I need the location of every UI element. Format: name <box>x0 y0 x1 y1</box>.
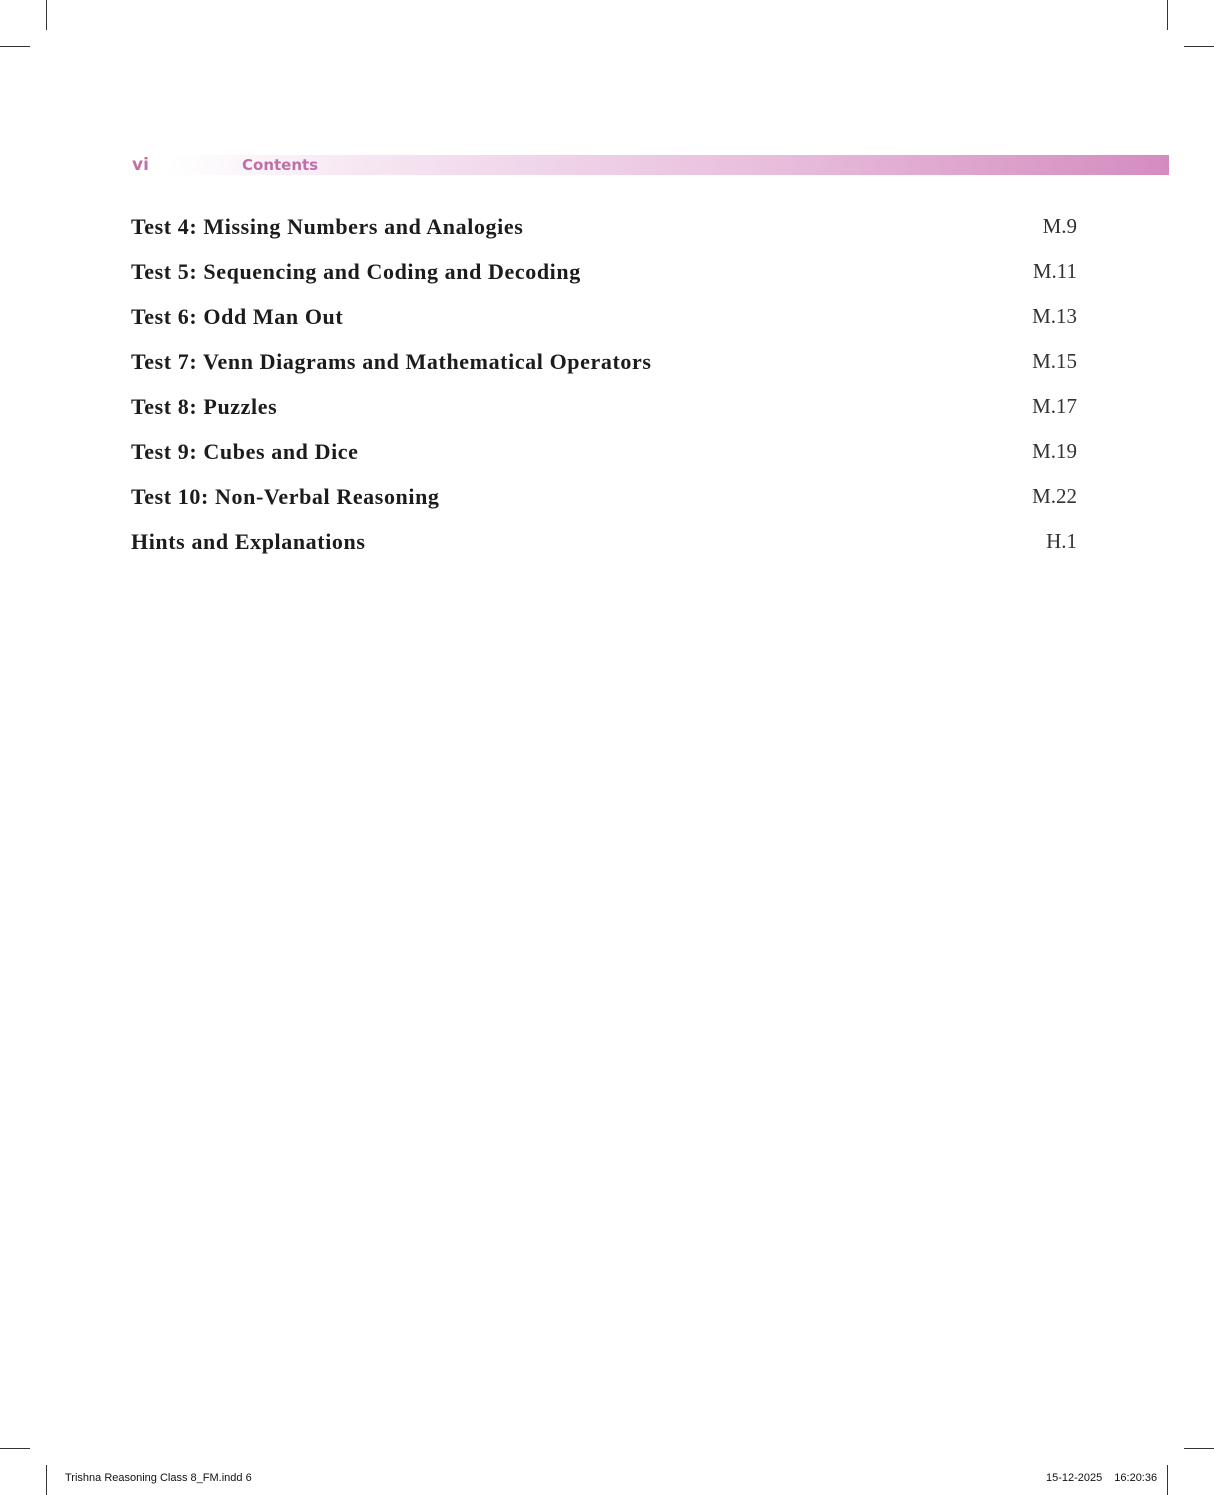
slug-date: 15-12-2025 <box>1046 1472 1103 1484</box>
toc-entry-title: Test 8: Puzzles <box>131 393 278 419</box>
toc-entry[interactable] <box>131 384 1077 429</box>
toc-entry[interactable] <box>131 429 1077 474</box>
toc-entry-page: M.19 <box>1032 439 1077 463</box>
toc-entry[interactable] <box>131 519 1077 564</box>
toc-entry-page: M.13 <box>1032 304 1077 328</box>
toc-entry-title: Test 10: Non-Verbal Reasoning <box>131 483 440 509</box>
slug-timestamp <box>1046 1471 1157 1485</box>
toc-entry-title: Test 9: Cubes and Dice <box>131 438 359 464</box>
toc-entry-page: M.9 <box>1042 214 1077 238</box>
toc-entry[interactable] <box>131 294 1077 339</box>
toc-entry-title: Hints and Explanations <box>131 528 366 554</box>
crop-mark <box>1167 1465 1168 1495</box>
toc-entry-page: M.15 <box>1032 349 1077 373</box>
toc-entry-title: Test 7: Venn Diagrams and Mathematical Operators <box>131 348 652 374</box>
toc-entry-page: H.1 <box>1046 529 1077 553</box>
toc-entry-title: Test 4: Missing Numbers and Analogies <box>131 213 524 239</box>
table-of-contents <box>131 204 1077 564</box>
toc-entry-page: M.17 <box>1032 394 1077 418</box>
header-gradient-band <box>168 155 1169 175</box>
crop-mark <box>0 46 30 47</box>
header-title: Contents <box>242 156 319 174</box>
slug-time: 16:20:36 <box>1114 1472 1158 1484</box>
crop-mark <box>1167 0 1168 30</box>
toc-entry-page: M.11 <box>1032 259 1077 283</box>
slug-filename: Trishna Reasoning Class 8_FM.indd 6 <box>65 1472 252 1484</box>
crop-mark <box>46 0 47 30</box>
toc-entry-title: Test 6: Odd Man Out <box>131 303 344 329</box>
toc-entry-title: Test 5: Sequencing and Coding and Decoding <box>131 258 581 284</box>
toc-entry[interactable] <box>131 474 1077 519</box>
crop-mark <box>0 1448 30 1449</box>
toc-entry[interactable] <box>131 339 1077 384</box>
toc-entry-page: M.22 <box>1032 484 1077 508</box>
toc-entry[interactable] <box>131 249 1077 294</box>
toc-entry[interactable] <box>131 204 1077 249</box>
crop-mark <box>46 1465 47 1495</box>
page-number: vi <box>132 155 149 175</box>
running-header <box>130 153 1169 175</box>
crop-mark <box>1184 1448 1214 1449</box>
crop-mark <box>1184 46 1214 47</box>
